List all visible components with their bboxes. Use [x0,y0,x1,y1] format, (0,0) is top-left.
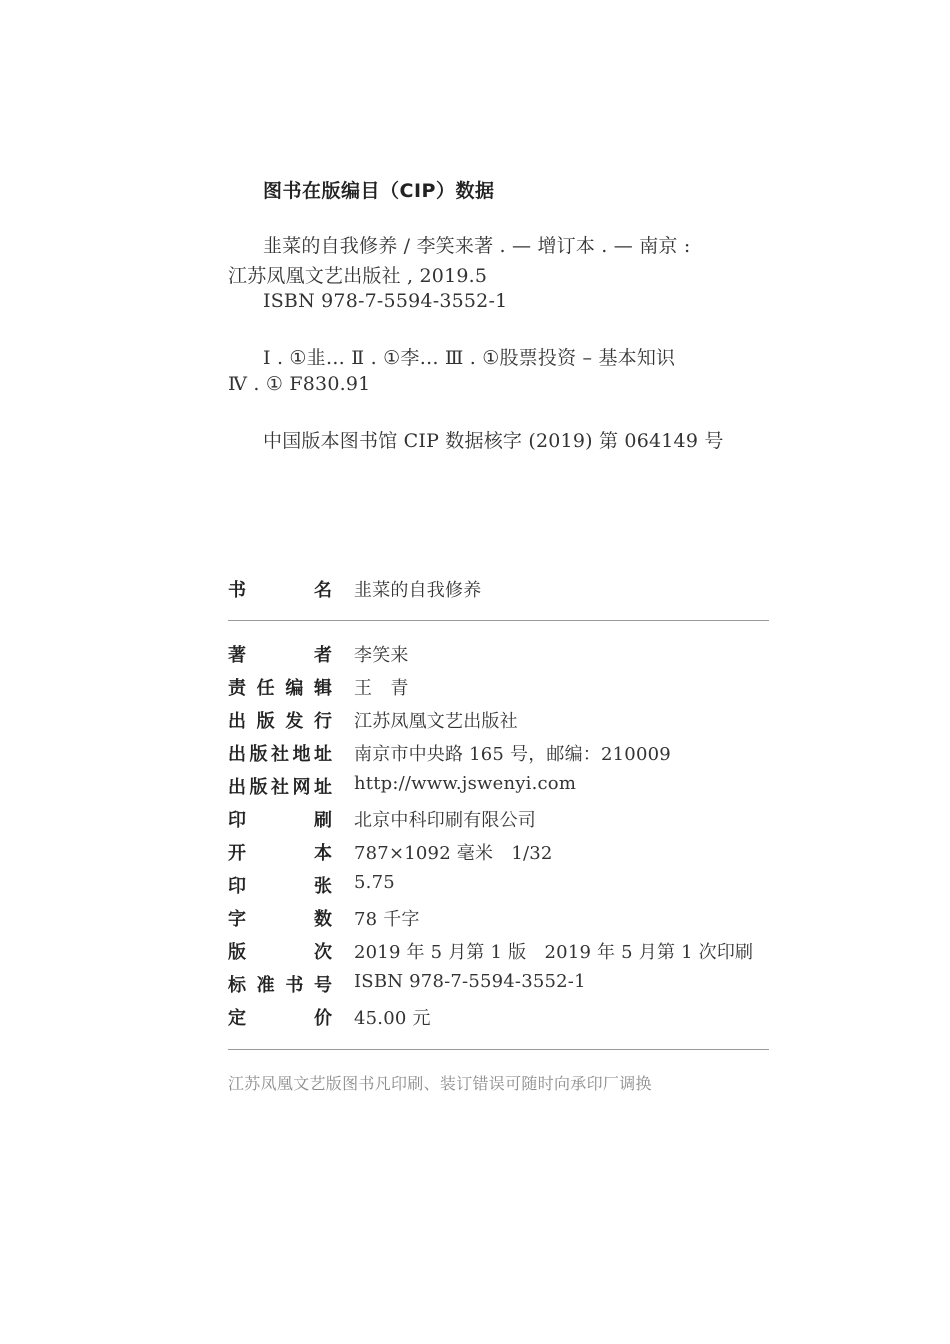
book-title-row [228,576,768,602]
info-label [228,872,332,898]
info-value: 5.75 [354,872,395,893]
label-char: 标 [228,975,246,996]
label-char: 者 [314,645,332,666]
label-char: 任 [256,678,275,699]
info-label [228,773,332,799]
label-char: 版 [249,744,268,765]
label-char: 次 [314,942,332,963]
info-row-printer [228,806,773,839]
info-label [228,806,332,832]
info-label [228,707,332,733]
info-row-address [228,740,773,773]
cip-line-title: 韭菜的自我修养 / 李笑来著 . — 增订本 . — 南京 : [263,235,691,257]
label-char: 印 [228,876,246,897]
label-char: 字 [228,909,246,930]
info-label [228,1004,332,1030]
label-char: 版 [228,942,246,963]
label-char: 出 [228,711,246,732]
label-char: 准 [256,975,275,996]
info-label [228,905,332,931]
info-row-author [228,641,773,674]
info-row-website [228,773,773,806]
label-char: 地 [292,744,311,765]
info-value: 北京中科印刷有限公司 [354,810,536,831]
info-row-editor [228,674,773,707]
label-char: 书 [228,580,246,601]
info-value: 78 千字 [354,909,420,930]
label-char: 数 [314,909,332,930]
label-char: 本 [314,843,332,864]
publication-info-table [228,641,773,1037]
label-char: 编 [285,678,304,699]
info-label [228,674,332,700]
label-char: 行 [313,711,332,732]
label-char: 印 [228,810,246,831]
divider-top [228,620,769,621]
label-char: 出 [228,777,246,798]
info-label [228,641,332,667]
info-row-isbn [228,971,773,1004]
info-row-edition [228,938,773,971]
label-char: 版 [256,711,275,732]
info-row-word-count [228,905,773,938]
label-char: 刷 [314,810,332,831]
info-row-distributor [228,707,773,740]
info-value: 2019 年 5 月第 1 版 2019 年 5 月第 1 次印刷 [354,942,754,963]
label-char: 著 [228,645,246,666]
info-label [228,740,332,766]
info-value: http://www.jswenyi.com [354,773,577,794]
info-value: ISBN 978-7-5594-3552-1 [354,971,586,992]
info-row-sheets [228,872,773,905]
book-title-label [228,576,332,602]
label-char: 开 [228,843,246,864]
info-value: 787×1092 毫米 1/32 [354,843,553,864]
label-char: 责 [228,678,246,699]
info-label [228,938,332,964]
info-value: 李笑来 [354,645,409,666]
label-char: 号 [313,975,332,996]
cip-line-subjects: Ⅰ . ①韭… Ⅱ . ①李… Ⅲ . ①股票投资 – 基本知识 [263,347,676,369]
label-char: 址 [314,744,332,765]
cip-line-isbn: ISBN 978-7-5594-3552-1 [263,290,508,312]
print-defect-notice: 江苏凤凰文艺版图书凡印刷、装订错误可随时向承印厂调换 [228,1074,652,1093]
info-label [228,971,332,997]
label-char: 定 [228,1008,246,1029]
cip-heading: 图书在版编目（CIP）数据 [263,180,495,202]
label-char: 社 [271,744,289,765]
info-value: 45.00 元 [354,1008,431,1029]
divider-bottom [228,1049,769,1050]
label-char: 版 [249,777,268,798]
label-char: 辑 [313,678,332,699]
label-char: 价 [314,1008,332,1029]
book-title-value: 韭菜的自我修养 [354,580,482,601]
cip-line-classification: Ⅳ . ① F830.91 [228,373,371,395]
cip-line-record-number: 中国版本图书馆 CIP 数据核字 (2019) 第 064149 号 [263,430,724,452]
label-char: 社 [271,777,289,798]
label-char: 出 [228,744,246,765]
label-char: 网 [292,777,311,798]
cip-line-publisher: 江苏凤凰文艺出版社 , 2019.5 [228,265,488,287]
info-row-price [228,1004,773,1037]
info-label [228,839,332,865]
label-char: 发 [285,711,304,732]
info-row-format [228,839,773,872]
label-char: 张 [314,876,332,897]
label-char: 书 [285,975,304,996]
label-char: 址 [314,777,332,798]
label-char: 名 [314,580,332,601]
info-value: 南京市中央路 165 号，邮编：210009 [354,744,671,765]
info-value: 江苏凤凰文艺出版社 [354,711,518,732]
info-value: 王 青 [354,678,409,699]
